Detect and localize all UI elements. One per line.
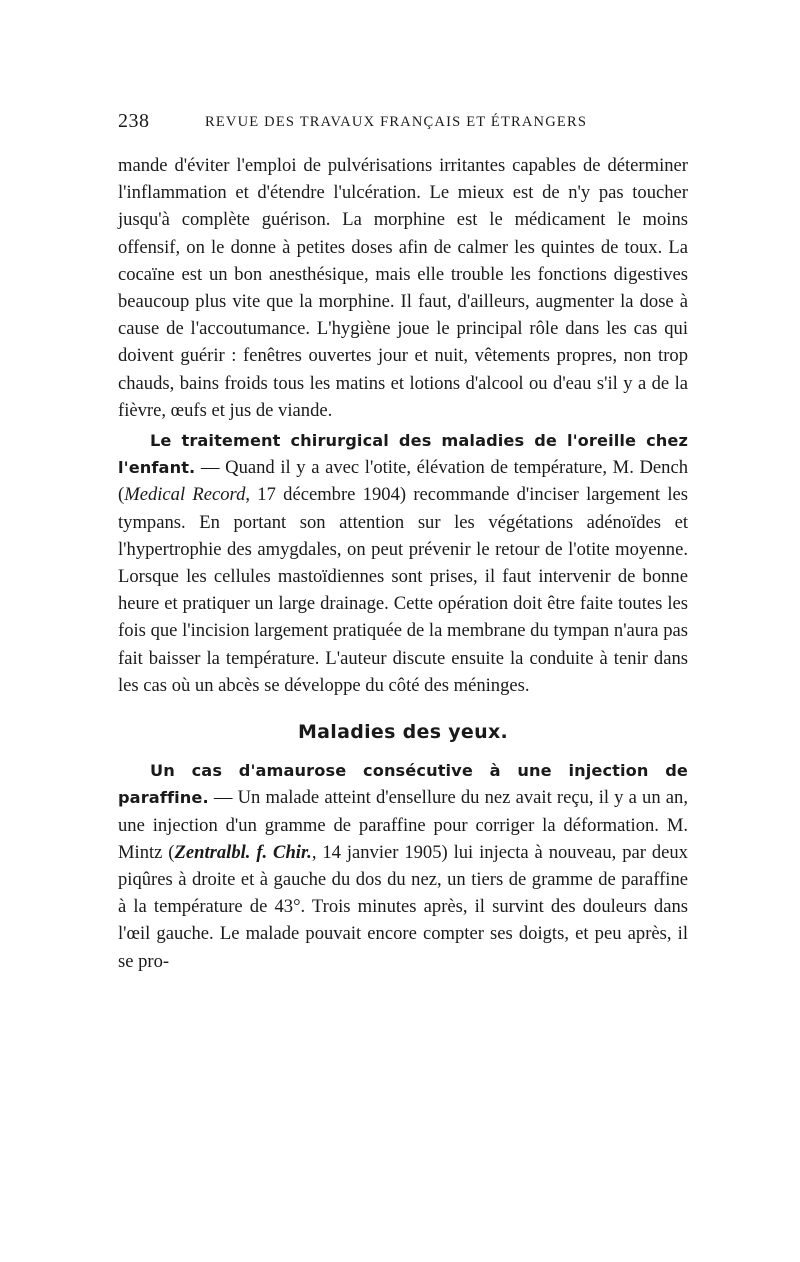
citation-zentralbl: Zentralbl. f. Chir. xyxy=(174,841,312,863)
paragraph-continued: mande d'éviter l'emploi de pulvérisations irritantes capables de déterminer l'inflammation et d'étendre l'ulcération. Le mieux est de n'y pas toucher jusqu'à complète guérison. La morphine est le médicament le moins offensif, on le donne à petites doses afin de calmer les quintes de toux. La cocaïne est un bon anesthésique, mais elle trouble les fonctions digestives beaucoup plus vite que la morphine. Il faut, d'ailleurs, augmenter la dose à cause de l'accoutumance. L'hygiène joue le principal rôle dans les cas qui doivent guérir : fenêtres ouvertes jour et nuit, vêtements propres, non trop chauds, bains froids tous les matins et lotions d'alcool ou d'eau s'il y a de la fièvre, œufs et jus de viande. xyxy=(118,155,688,421)
article-heading-amaurosis: Un cas d'amaurose consécutive à une injection de paraffine. xyxy=(118,761,688,808)
paragraph-ear-text-a: — Quand il y a avec l'otite, élévation de température, M. Dench ( xyxy=(118,457,688,506)
paragraph-ear-text-b: , 17 décembre 1904) recommande d'inciser largement les tympans. En portant son attention sur les végétations adénoïdes et l'hypertrophie des amygdales, on peut prévenir le retour de l'otite moyenne. Lorsque les cellules mastoïdiennes sont prises, il faut intervenir de bonne heure et pratiquer un large drainage. Cette opération doit être faite toutes les fois que l'incision largement pratiquée de la membrane du tympan n'aura pas fait baisser la température. L'auteur discute ensuite la conduite à tenir dans les cas où un abcès se développe du côté des méninges. xyxy=(118,484,688,696)
page-number: 238 xyxy=(118,110,150,132)
paragraph-amaurosis-text-a: — Un malade atteint d'ensellure du nez avait reçu, il y a un an, une injection d'un gramme de paraffine pour corriger la déformation. M. Mintz ( xyxy=(118,787,688,863)
paragraph-ear-surgery xyxy=(118,427,688,699)
section-title: Maladies des yeux. xyxy=(297,721,509,744)
citation-medical-record: Medical Record xyxy=(124,484,246,506)
running-title: REVUE DES TRAVAUX FRANÇAIS ET ÉTRANGERS xyxy=(205,114,588,130)
body-text xyxy=(118,152,688,975)
running-header xyxy=(118,110,688,140)
paragraph-amaurosis-text-b: , 14 janvier 1905) lui injecta à nouveau, par deux piqûres à droite et à gauche du dos du nez, un tiers de gramme de paraffine à la température de 43°. Trois minutes après, il survint des douleurs dans l'œil gauche. Le malade pouvait encore compter ses doigts, et peu après, il se pro- xyxy=(118,841,688,972)
paragraph-amaurosis xyxy=(118,757,688,975)
article-heading-ear: Le traitement chirurgical des maladies de l'oreille chez l'enfant. xyxy=(118,431,688,478)
